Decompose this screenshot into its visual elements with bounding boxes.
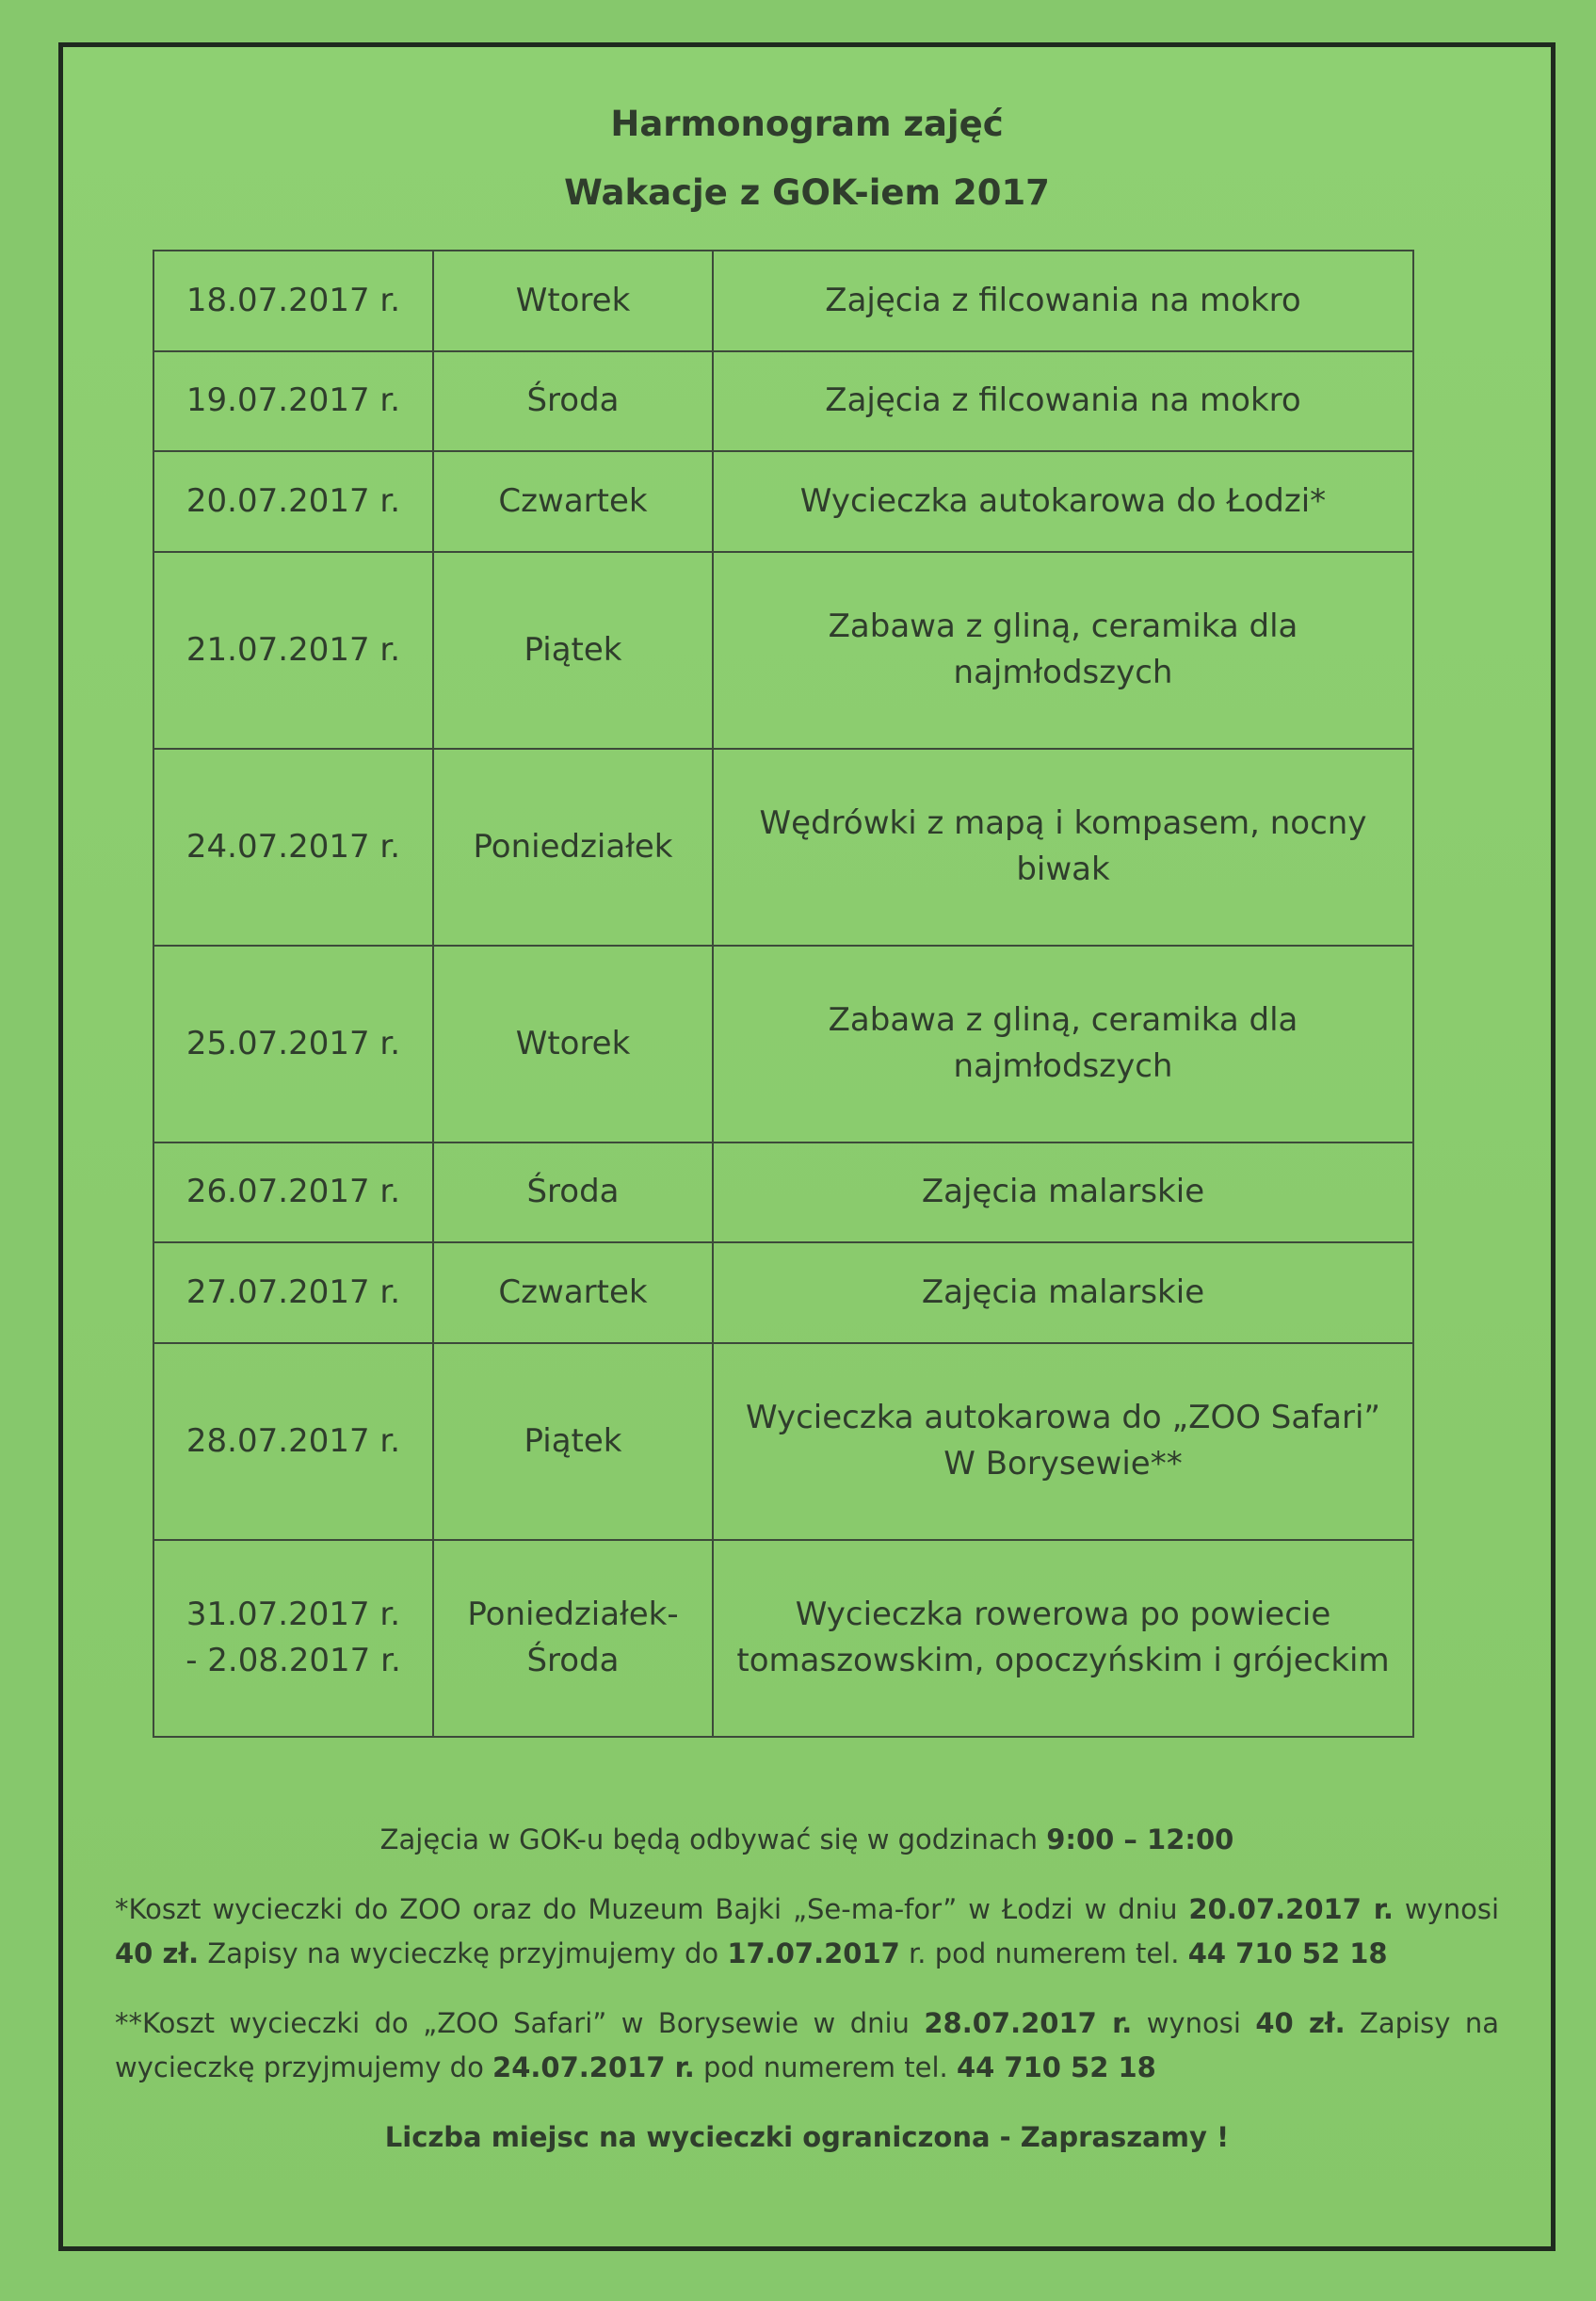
date-cell: 24.07.2017 r. [153, 749, 433, 946]
activity-cell: Zajęcia z filcowania na mokro [713, 251, 1413, 351]
day-cell: Piątek [433, 552, 713, 749]
day-cell: Czwartek [433, 451, 713, 552]
table-row [153, 251, 1413, 351]
activity-cell: Wędrówki z mapą i kompasem, nocny biwak [713, 749, 1413, 946]
notice-sheet [58, 42, 1556, 2251]
note-phone: 44 710 52 18 [1187, 1936, 1388, 1969]
activity-cell: Zabawa z gliną, ceramika dla najmłodszych [713, 552, 1413, 749]
note-price: 40 zł. [115, 1936, 200, 1969]
activity-cell: Zajęcia z filcowania na mokro [713, 351, 1413, 452]
date-cell: 27.07.2017 r. [153, 1242, 433, 1343]
note-phone: 44 710 52 18 [956, 2050, 1156, 2083]
table-row [153, 552, 1413, 749]
note-deadline: 24.07.2017 r. [492, 2050, 695, 2083]
note-text: wynosi [1404, 1893, 1500, 1926]
day-cell: Wtorek [433, 251, 713, 351]
date-cell: 28.07.2017 r. [153, 1343, 433, 1540]
activity-cell: Zajęcia malarskie [713, 1142, 1413, 1243]
table-row [153, 946, 1413, 1142]
activity-line: tomaszowskim, opoczyńskim i grójeckim [736, 1642, 1390, 1680]
schedule-table [153, 250, 1414, 1738]
closing-message: Liczba miejsc na wycieczki ograniczona - Zapraszamy ! [384, 2120, 1230, 2153]
activity-cell [713, 1540, 1413, 1737]
note-text: pod numerem tel. [703, 2050, 948, 2083]
day-line: Poniedziałek- [467, 1596, 679, 1634]
day-line: Środa [526, 1642, 620, 1680]
activity-line: W Borysewie** [943, 1445, 1183, 1483]
table-row [153, 749, 1413, 946]
activity-cell: Wycieczka autokarowa do Łodzi* [713, 451, 1413, 552]
note-text: Zapisy na wycieczkę przyjmujemy do [115, 2007, 1499, 2083]
day-cell: Poniedziałek [433, 749, 713, 946]
note-text: r. pod numerem tel. [909, 1936, 1180, 1969]
hours-text: Zajęcia w GOK-u będą odbywać się w godzinach [379, 1823, 1038, 1855]
header [63, 104, 1551, 213]
table-row [153, 1540, 1413, 1737]
page-title: Harmonogram zajęć [610, 104, 1004, 144]
table-row [153, 1242, 1413, 1343]
page-subtitle: Wakacje z GOK-iem 2017 [564, 172, 1050, 213]
hours-info [115, 1818, 1499, 1861]
note-date: 28.07.2017 r. [924, 2007, 1133, 2040]
note-deadline: 17.07.2017 [727, 1936, 900, 1969]
table-row [153, 351, 1413, 452]
note-date: 20.07.2017 r. [1188, 1893, 1394, 1926]
table-row [153, 1343, 1413, 1540]
date-cell: 25.07.2017 r. [153, 946, 433, 1142]
note-zoo-muzeum [115, 1888, 1499, 1975]
date-cell [153, 1540, 433, 1737]
date-cell: 26.07.2017 r. [153, 1142, 433, 1243]
notes-section [115, 1818, 1499, 2186]
activity-line: Wycieczka autokarowa do „ZOO Safari” [745, 1399, 1381, 1437]
note-text: *Koszt wycieczki do ZOO oraz do Muzeum Bajki „Se-ma-for” w Łodzi w dniu [115, 1893, 1178, 1926]
note-price: 40 zł. [1255, 2007, 1346, 2040]
note-text: wynosi [1146, 2007, 1241, 2040]
day-cell [433, 1540, 713, 1737]
table-row [153, 1142, 1413, 1243]
day-cell: Środa [433, 351, 713, 452]
activity-cell [713, 1343, 1413, 1540]
activity-cell: Zabawa z gliną, ceramika dla najmłodszych [713, 946, 1413, 1142]
activity-line: Wycieczka rowerowa po powiecie [795, 1596, 1331, 1634]
date-cell: 20.07.2017 r. [153, 451, 433, 552]
note-text: Zapisy na wycieczkę przyjmujemy do [207, 1936, 719, 1969]
day-cell: Środa [433, 1142, 713, 1243]
day-cell: Wtorek [433, 946, 713, 1142]
note-text: **Koszt wycieczki do „ZOO Safari” w Borysewie w dniu [115, 2007, 910, 2040]
date-cell: 18.07.2017 r. [153, 251, 433, 351]
table-row [153, 451, 1413, 552]
date-cell: 19.07.2017 r. [153, 351, 433, 452]
note-zoo-safari [115, 2001, 1499, 2089]
activity-cell: Zajęcia malarskie [713, 1242, 1413, 1343]
hours-time: 9:00 – 12:00 [1046, 1823, 1234, 1855]
day-cell: Piątek [433, 1343, 713, 1540]
date-cell: 21.07.2017 r. [153, 552, 433, 749]
date-line: 31.07.2017 r. [185, 1596, 401, 1634]
date-line: - 2.08.2017 r. [185, 1642, 401, 1680]
day-cell: Czwartek [433, 1242, 713, 1343]
